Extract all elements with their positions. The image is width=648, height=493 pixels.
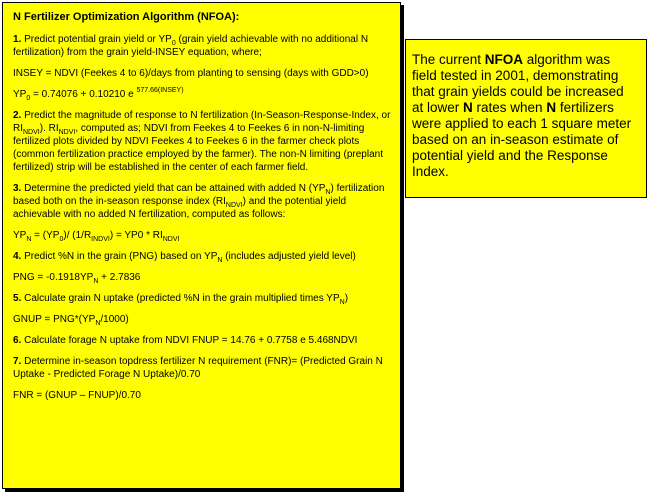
step-6: 6. Calculate forage N uptake from NDVI FNUP = 14.76 + 0.7758 e 5.468NDVI bbox=[13, 335, 358, 346]
fnr-equation: FNR = (GNUP – FNUP)/0.70 bbox=[13, 390, 141, 401]
step-4: 4. Predict %N in the grain (PNG) based on $YP_N$ (includes adjusted yield level) bbox=[13, 251, 356, 264]
step-5: 5. Calculate grain N uptake (predicted %N in the grain multiplied times $YP_N$) bbox=[13, 293, 349, 306]
field-test-note-box bbox=[405, 39, 647, 198]
step-1: 1. Predict potential grain yield or $YP_0$ (grain yield achievable with no additional N fertilization) from the grain yield-INSEY equation, where; bbox=[13, 34, 369, 58]
png-equation: PNG = $-0.1918YP_N + 2.7836$ bbox=[13, 272, 141, 285]
gnup-equation: GNUP = $PNG*(YP_N/1000)$ bbox=[13, 314, 129, 327]
ypn-equation: $YP_N = (YP_0)/$ $(1/R_{INDVI}) = YP0 * RI_{NDVI}$ bbox=[13, 230, 180, 243]
step-7: 7. Determine in-season topdress fertilizer N requirement (FNR)= (Predicted Grain N Uptake - Predicted Forage N Uptake)/0.70 bbox=[13, 356, 383, 380]
step-3: 3. Determine the predicted yield that can be attained with added N $(YP_N)$ fertilization based both on the in-season response index $(RI_{NDVI})$ and the potential yield achievable with no added N fertilization, computed as follows: bbox=[13, 183, 385, 220]
nfoa-algorithm-box bbox=[2, 2, 401, 489]
note-text: The current NFOA algorithm was field tested in 2001, demonstrating that grain yields could be increased at lower N rates when N fertilizers were applied to each 1 square meter based on an in-season estimate of potential yield and the Response Index. bbox=[412, 52, 632, 179]
algorithm-title: N Fertilizer Optimization Algorithm (NFOA): bbox=[13, 11, 240, 23]
yp0-equation: $YP_0 = 0.74076 + 0.10210$ e $^{577.66(INSEY)}$ bbox=[13, 87, 184, 102]
insey-definition: INSEY = NDVI (Feekes 4 to 6)/days from planting to sensing (days with GDD>0) bbox=[13, 68, 369, 79]
step-2: 2. Predict the magnitude of response to N fertilization (In-Season-Response-Index, or $RI_{NDVI}$). $RI_{NDVI}$, computed as; NDVI from Feekes 4 to Feekes 6 in non-N-limiting fertilized plots divided by NDVI Feekes 4 to Feekes 6 in the farmer check plots (common fertilization practice employed by the farmer). The non-N limiting (preplant fertilized) strip will be established in the center of each farmer field. bbox=[13, 110, 391, 173]
